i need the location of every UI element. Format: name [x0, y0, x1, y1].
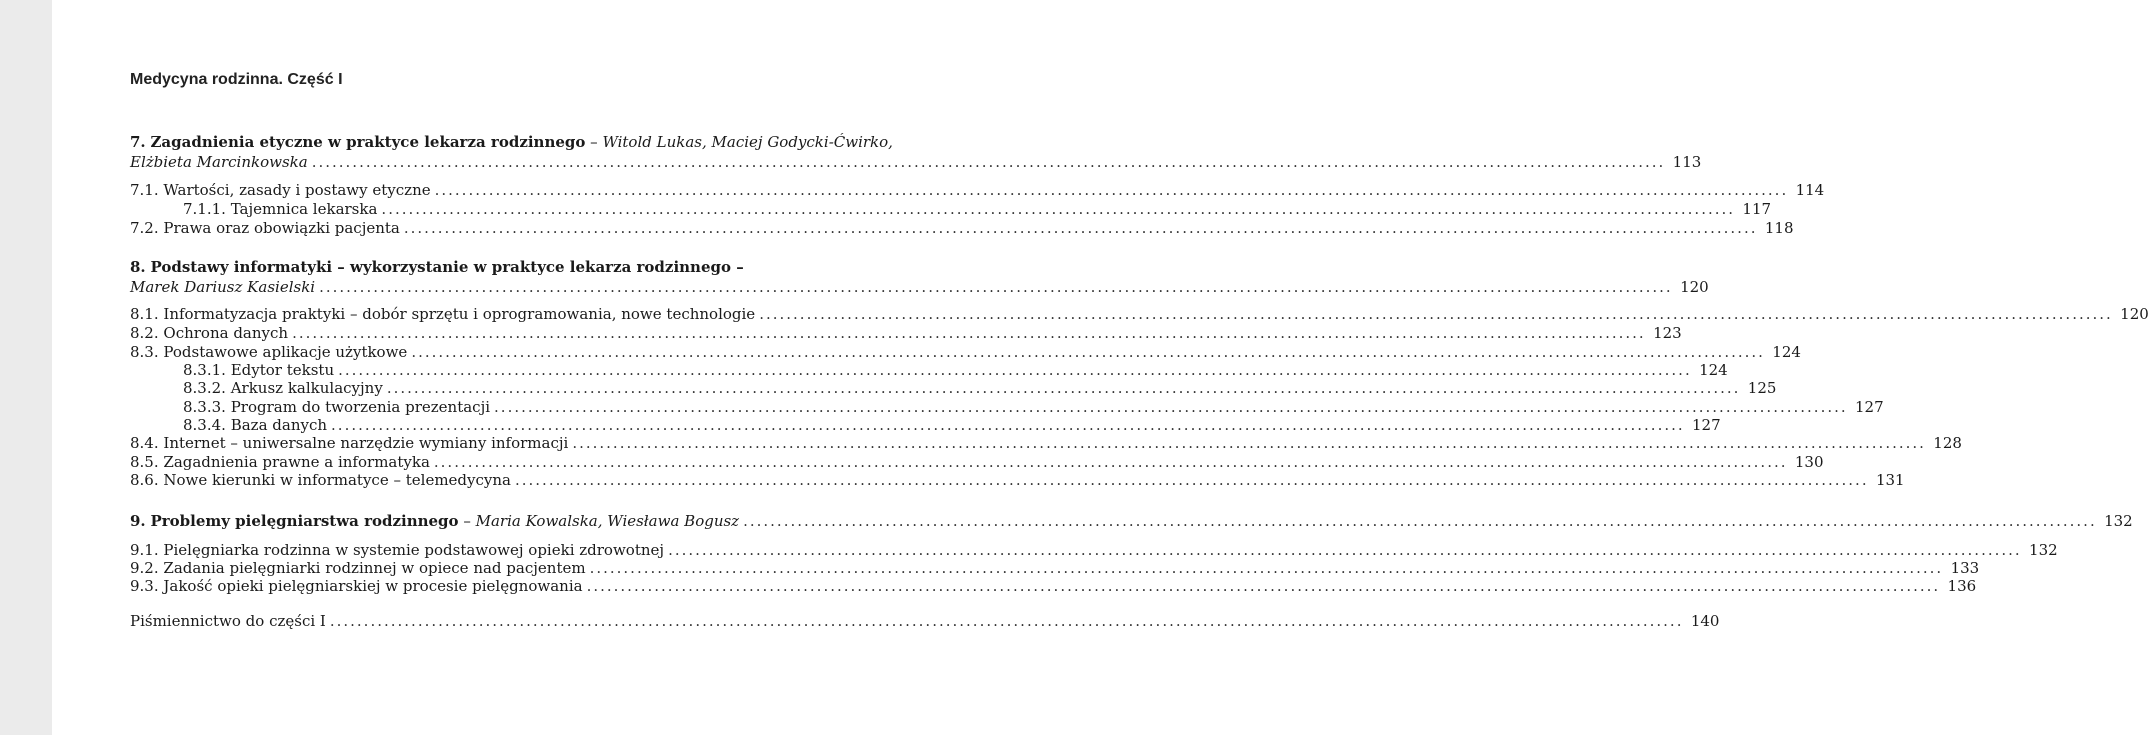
leader-dots: ........................................................................................................................................................................................................: [311, 153, 1666, 171]
entry-label: 7.1. Wartości, zasady i postawy etyczne: [130, 181, 431, 199]
chapter-authors-cont: Elżbieta Marcinkowska: [130, 153, 308, 171]
page-number: 124: [1772, 343, 1801, 361]
chapter-authors: Maria Kowalska, Wiesława Bogusz: [475, 512, 740, 530]
left-margin-strip: [0, 0, 52, 735]
leader-dots: ........................................................................................................................................................................................................: [743, 512, 2097, 530]
part-title: Medycyna rodzinna. Część I: [130, 71, 343, 88]
leader-dots: ........................................................................................................................................................................................................: [338, 361, 1692, 379]
page-number: 131: [1875, 471, 1905, 489]
leader-dots: ........................................................................................................................................................................................................: [514, 471, 1869, 489]
chapter-number: 8.: [130, 258, 146, 276]
leader-dots: ........................................................................................................................................................................................................: [403, 219, 1758, 237]
page-number: 118: [1764, 219, 1794, 237]
leader-dots: ........................................................................................................................................................................................................: [589, 559, 1944, 577]
leader-dots: ........................................................................................................................................................................................................: [668, 541, 2022, 559]
page-number: 117: [1742, 200, 1772, 218]
chapter-7-heading: [130, 131, 893, 153]
page-number: 132: [2029, 541, 2058, 559]
page-number: 133: [1950, 559, 1980, 577]
toc-entry[interactable]: [130, 575, 1977, 597]
leader-dots: ........................................................................................................................................................................................................: [586, 577, 1941, 595]
page-number: 120: [2120, 305, 2149, 323]
entry-label: 8.4. Internet – uniwersalne narzędzie wymiany informacji: [130, 434, 569, 452]
chapter-number: 9.: [130, 512, 146, 530]
toc-entry[interactable]: [130, 469, 1905, 491]
dash: –: [590, 133, 598, 151]
chapter-8-heading: [130, 256, 744, 278]
page-number: 127: [1692, 416, 1721, 434]
entry-label: 9.1. Pielęgniarka rodzinna w systemie podstawowej opieki zdrowotnej: [130, 541, 665, 559]
bibliography-entry[interactable]: [130, 610, 1720, 632]
entry-label: 8.3. Podstawowe aplikacje użytkowe: [130, 343, 408, 361]
entry-label: 8.5. Zagadnienia prawne a informatyka: [130, 453, 430, 471]
leader-dots: ........................................................................................................................................................................................................: [411, 343, 1765, 361]
leader-dots: ........................................................................................................................................................................................................: [572, 434, 1926, 452]
chapter-7-entry[interactable]: [130, 151, 1702, 173]
chapter-heading: [130, 510, 739, 532]
entry-label: 8.1. Informatyzacja praktyki – dobór sprzętu i oprogramowania, nowe technologie: [130, 305, 756, 323]
leader-dots: ........................................................................................................................................................................................................: [329, 612, 1684, 630]
leader-dots: ........................................................................................................................................................................................................: [292, 324, 1646, 342]
page-number: 140: [1690, 612, 1720, 630]
leader-dots: ........................................................................................................................................................................................................: [386, 379, 1741, 397]
chapter-title: Zagadnienia etyczne w praktyce lekarza rodzinnego: [150, 133, 586, 151]
chapter-9-entry[interactable]: [130, 510, 2133, 532]
toc-entry[interactable]: [130, 217, 1794, 239]
page-number: 127: [1855, 398, 1884, 416]
leader-dots: ........................................................................................................................................................................................................: [494, 398, 1848, 416]
entry-label: 8.2. Ochrona danych: [130, 324, 289, 342]
chapter-number: 7.: [130, 133, 146, 151]
entry-label: 8.3.4. Baza danych: [183, 416, 328, 434]
chapter-title: Podstawy informatyki – wykorzystanie w praktyce lekarza rodzinnego –: [150, 258, 744, 276]
leader-dots: ........................................................................................................................................................................................................: [759, 305, 2113, 323]
leader-dots: ........................................................................................................................................................................................................: [319, 278, 1673, 296]
chapter-authors: Witold Lukas, Maciej Godycki-Ćwirko,: [602, 133, 893, 151]
page-number: 130: [1794, 453, 1824, 471]
leader-dots: ........................................................................................................................................................................................................: [331, 416, 1685, 434]
leader-dots: ........................................................................................................................................................................................................: [433, 453, 1788, 471]
entry-label: 8.6. Nowe kierunki w informatyce – telemedycyna: [130, 471, 511, 489]
page-number: 123: [1653, 324, 1682, 342]
chapter-authors: Marek Dariusz Kasielski: [130, 278, 316, 296]
page-number: 125: [1747, 379, 1777, 397]
entry-label: 7.1.1. Tajemnica lekarska: [183, 200, 378, 218]
page-number: 128: [1933, 434, 1962, 452]
chapter-8-entry[interactable]: [130, 276, 1709, 298]
page-number: 124: [1699, 361, 1728, 379]
entry-label: 9.2. Zadania pielęgniarki rodzinnej w opiece nad pacjentem: [130, 559, 586, 577]
page-number: 113: [1672, 153, 1702, 171]
page-number: 120: [1680, 278, 1709, 296]
chapter-title: Problemy pielęgniarstwa rodzinnego: [150, 512, 459, 530]
page-number: 136: [1947, 577, 1977, 595]
table-of-contents: [130, 0, 2149, 735]
entry-label: 8.3.2. Arkusz kalkulacyjny: [183, 379, 383, 397]
entry-label: 9.3. Jakość opieki pielęgniarskiej w procesie pielęgnowania: [130, 577, 583, 595]
entry-label: 7.2. Prawa oraz obowiązki pacjenta: [130, 219, 400, 237]
entry-label: Piśmiennictwo do części I: [130, 612, 326, 630]
dash: –: [463, 512, 471, 530]
leader-dots: ........................................................................................................................................................................................................: [381, 200, 1736, 218]
entry-label: 8.3.3. Program do tworzenia prezentacji: [183, 398, 491, 416]
page-number: 114: [1795, 181, 1825, 199]
leader-dots: ........................................................................................................................................................................................................: [434, 181, 1789, 199]
entry-label: 8.3.1. Edytor tekstu: [183, 361, 335, 379]
page-number: 132: [2104, 512, 2133, 530]
